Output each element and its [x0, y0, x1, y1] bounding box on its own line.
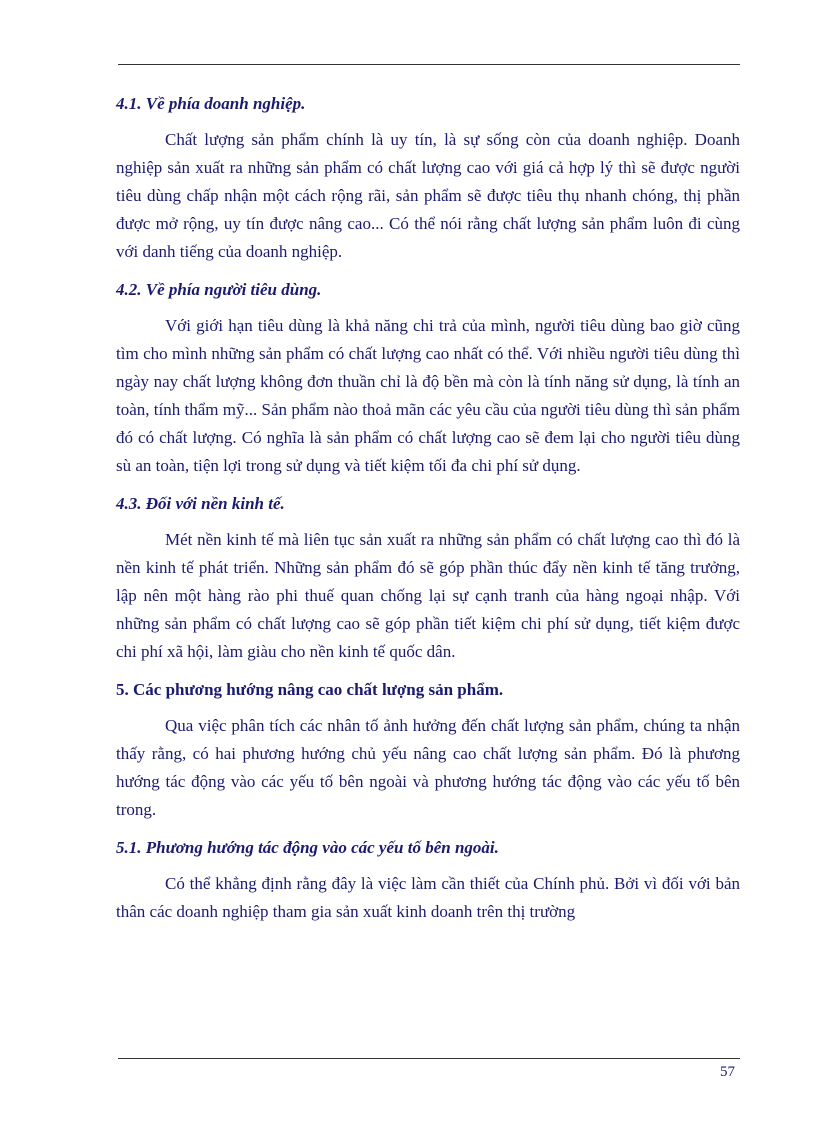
page-number: 57: [720, 1064, 735, 1080]
header-rule: [118, 64, 740, 65]
section-heading: 5.1. Phương hướng tác động vào các yếu tố bên ngoài.: [116, 838, 499, 857]
footer-rule: [118, 1058, 740, 1059]
paragraph: Qua việc phân tích các nhân tố ảnh hưởng đến chất lượng sản phẩm, chúng ta nhận thấy rằng, có hai phương hướng chủ yếu nâng cao chất lượng sản phẩm. Đó là phương hướng tác động vào các yếu tố bên ngoài và phương hướng tác động vào các yếu tố bên trong.: [116, 716, 740, 819]
paragraph: Với giới hạn tiêu dùng là khả năng chi trả của mình, người tiêu dùng bao giờ cũng tìm cho mình những sản phẩm có chất lượng cao nhất có thể. Với nhiều người tiêu dùng thì ngày nay chất lượng không đơn thuần chỉ là độ bền mà còn là tính năng sử dụng, là tính an toàn, tính thẩm mỹ... Sản phẩm nào thoả mãn các yêu cầu của người tiêu dùng thì sản phẩm đó có chất lượng. Có nghĩa là sản phẩm có chất lượng cao sẽ đem lại cho người tiêu dùng sù an toàn, tiện lợi trong sử dụng và tiết kiệm tối đa chi phí sử dụng.: [116, 316, 740, 475]
paragraph: Mét nền kinh tế mà liên tục sản xuất ra những sản phẩm có chất lượng cao thì đó là nền kinh tế phát triển. Những sản phẩm đó sẽ góp phần thúc đẩy nền kinh tế tăng trưởng, lập nên một hàng rào phi thuế quan chống lại sự cạnh tranh của hàng ngoại nhập. Với những sản phẩm có chất lượng cao sẽ góp phần tiết kiệm chi phí sử dụng, tiết kiệm được chi phí xã hội, làm giàu cho nền kinh tế quốc dân.: [116, 530, 740, 661]
section-heading: 4.3. Đối với nền kinh tế.: [116, 494, 285, 513]
section-heading: 4.1. Về phía doanh nghiệp.: [116, 94, 306, 113]
section-heading: 5. Các phương hướng nâng cao chất lượng sản phẩm.: [116, 680, 504, 699]
section-heading: 4.2. Về phía người tiêu dùng.: [116, 280, 322, 299]
document-body: [116, 90, 740, 926]
paragraph: Có thể khẳng định rằng đây là việc làm cần thiết của Chính phủ. Bởi vì đối với bản thân các doanh nghiệp tham gia sản xuất kinh doanh trên thị trường: [116, 874, 740, 921]
paragraph: Chất lượng sản phẩm chính là uy tín, là sự sống còn của doanh nghiệp. Doanh nghiệp sản xuất ra những sản phẩm có chất lượng cao với giá cả hợp lý thì sẽ được người tiêu dùng chấp nhận một cách rộng rãi, sản phẩm sẽ được tiêu thụ nhanh chóng, thị phần được mở rộng, uy tín được nâng cao... Có thể nói rằng chất lượng sản phẩm luôn đi cùng với danh tiếng của doanh nghiệp.: [116, 130, 740, 261]
